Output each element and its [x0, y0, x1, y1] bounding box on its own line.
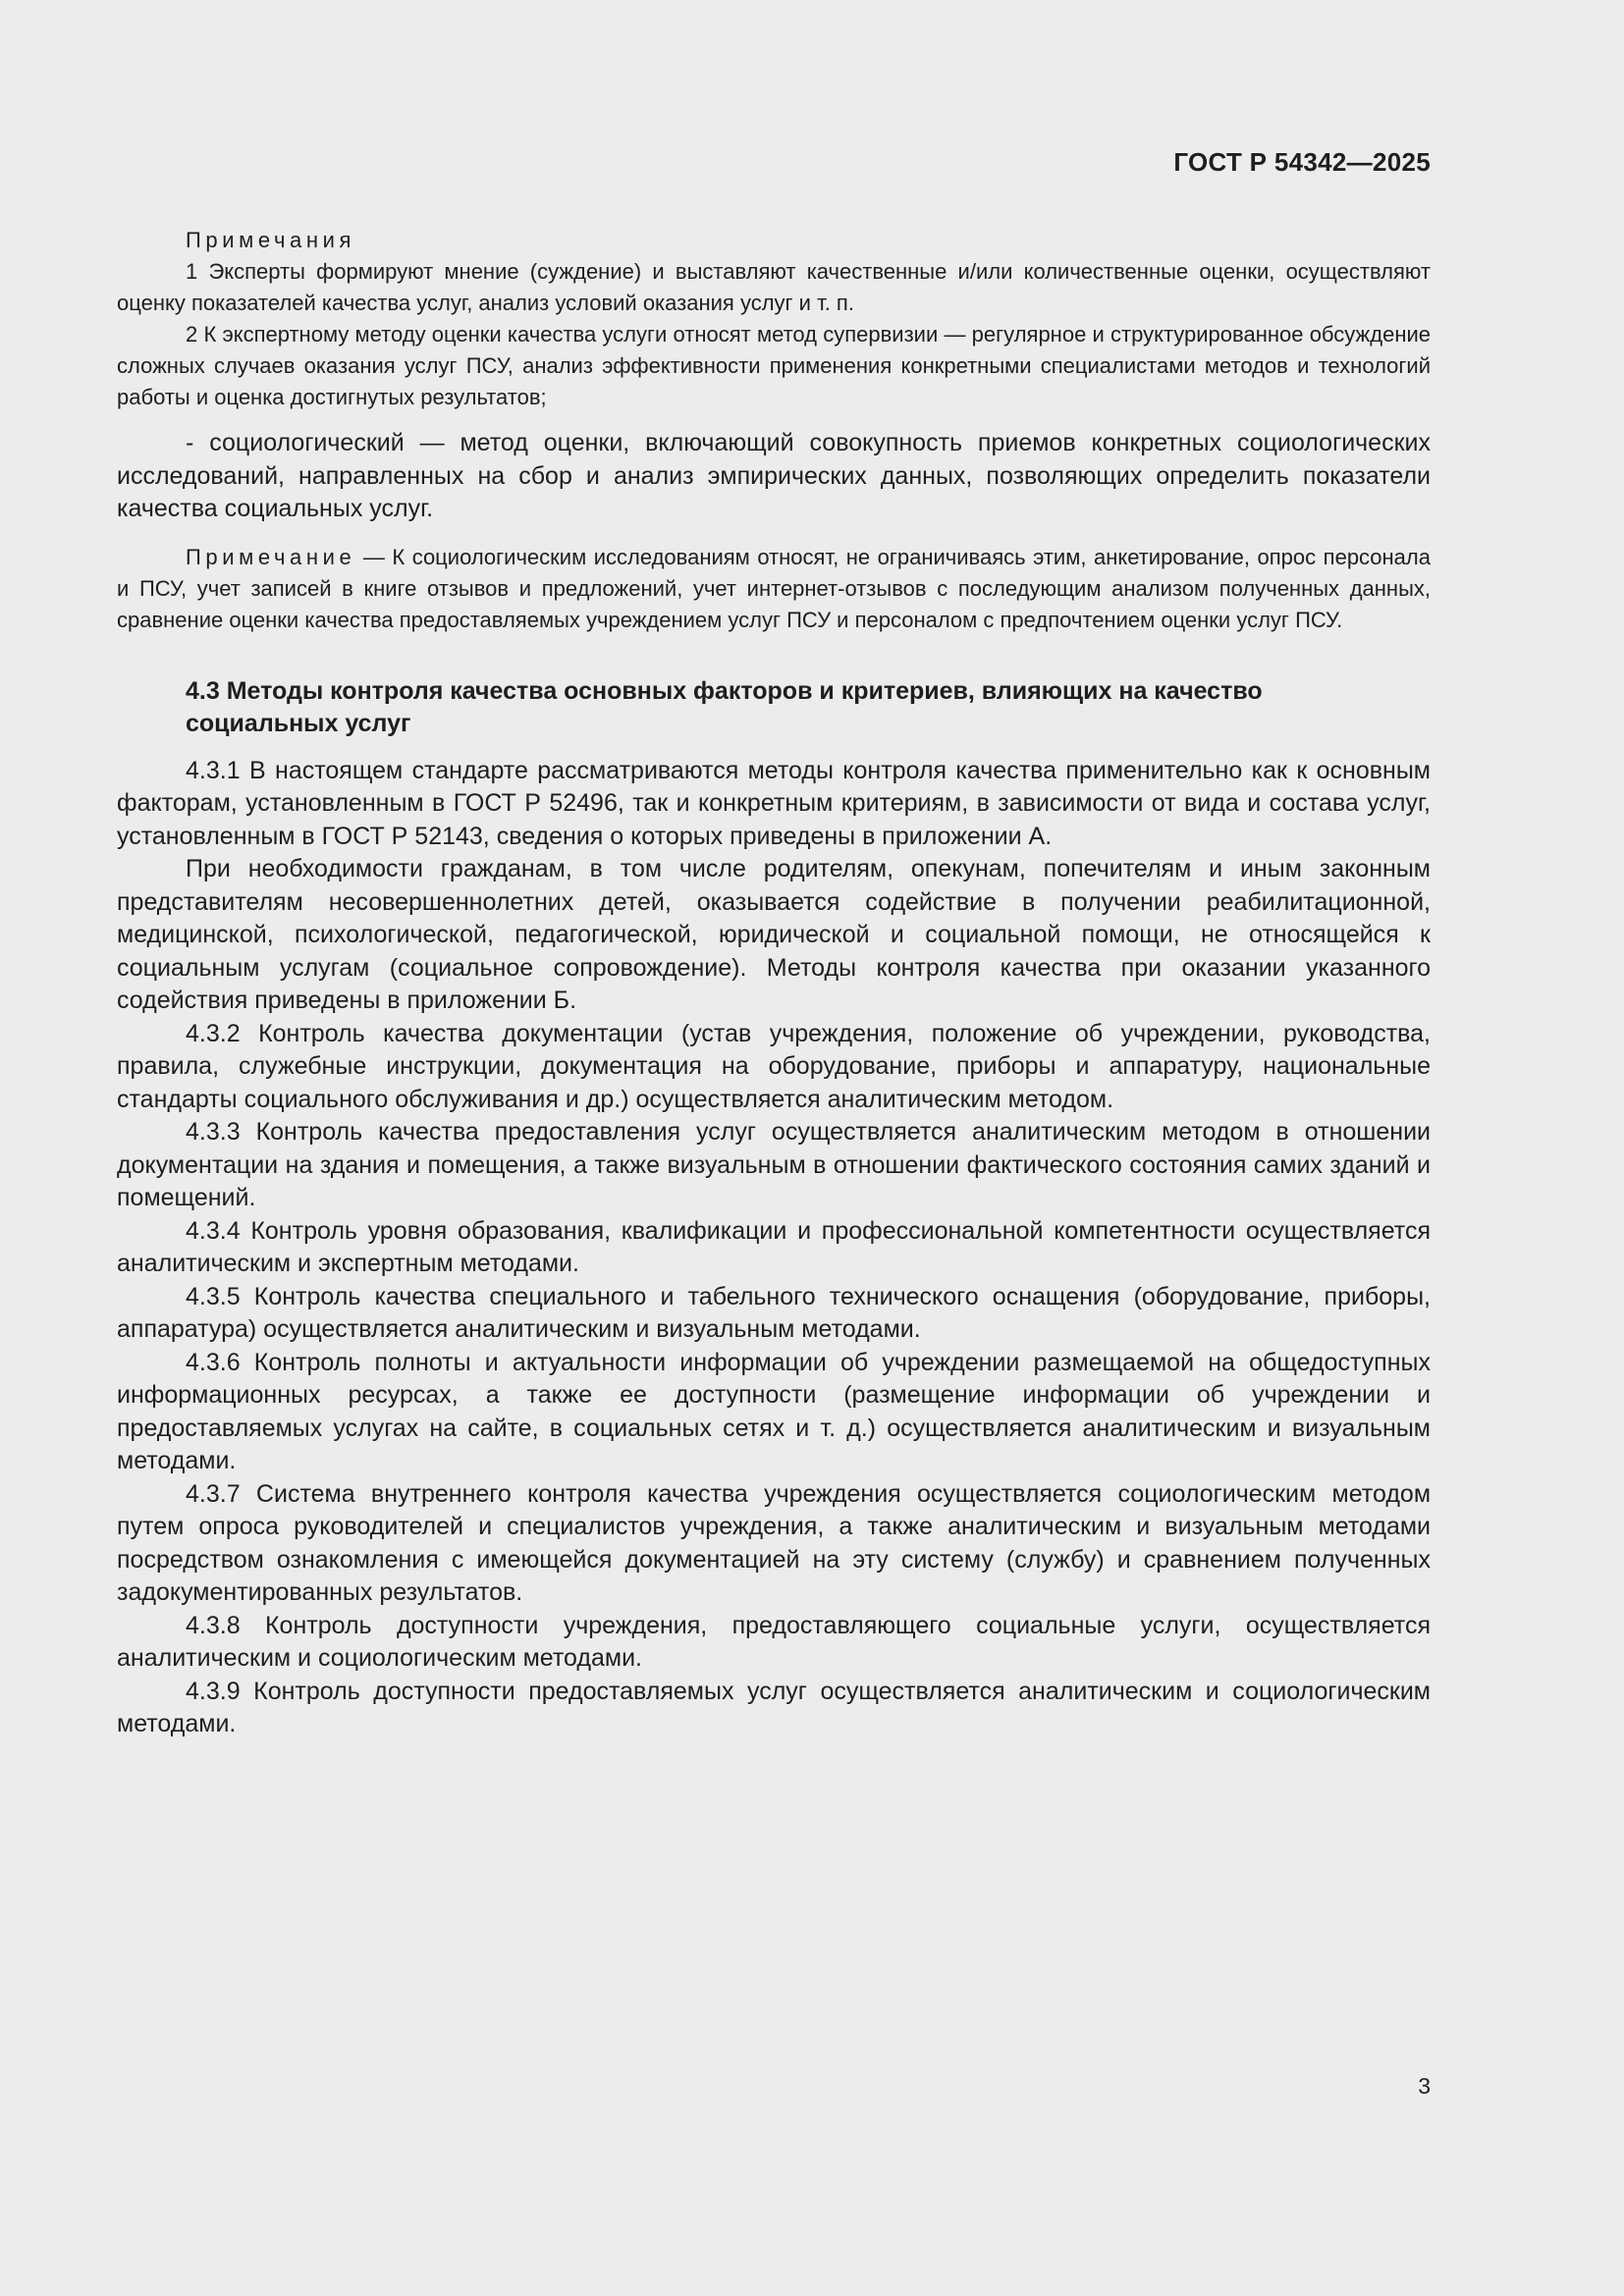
- paragraph-4-3-4: 4.3.4 Контроль уровня образования, квалификации и профессиональной компетентности осуществляется аналитическим и экспертным методами.: [117, 1216, 1431, 1277]
- paragraph-4-3-5: 4.3.5 Контроль качества специального и табельного технического оснащения (оборудование, приборы, аппаратура) осуществляется аналитическим и визуальным методами.: [117, 1282, 1431, 1343]
- spacer: [117, 636, 1431, 675]
- paragraph-4-3-2: 4.3.2 Контроль качества документации (устав учреждения, положение об учреждении, руководства, правила, служебные инструкции, документация на оборудование, приборы и аппаратуру, национальные стандарты социального обслуживания и др.) осуществляется аналитическим методом.: [117, 1019, 1431, 1113]
- document-code-header: ГОСТ Р 54342—2025: [1173, 147, 1431, 177]
- spacer: [117, 740, 1431, 755]
- note-item-1: 1 Эксперты формируют мнение (суждение) и выставляют качественные и/или количественные оценки, осуществляют оценку показателей качества услуг, анализ условий оказания услуг и т. п.: [117, 259, 1431, 315]
- paragraph-4-3-6: 4.3.6 Контроль полноты и актуальности информации об учреждении размещаемой на общедоступных информационных ресурсах, а также ее доступности (размещение информации об учреждении и предоставляемых услугах на сайте, в социальных сетях и т. д.) осуществляется аналитическим и визуальным методами.: [117, 1348, 1431, 1474]
- paragraph-4-3-1: 4.3.1 В настоящем стандарте рассматриваются методы контроля качества применительно как к основным факторам, установленным в ГОСТ Р 52496, так и конкретным критериям, в зависимости от вида и состава услуг, установленным в ГОСТ Р 52143, сведения о которых приведены в приложении А.: [117, 756, 1431, 850]
- paragraph-4-3-7: 4.3.7 Система внутреннего контроля качества учреждения осуществляется социологическим методом путем опроса руководителей и специалистов учреждения, а также аналитическим и визуальным методами посредством ознакомления с имеющейся документацией на эту систему (службу) и сравнением полученных задокументированных результатов.: [117, 1479, 1431, 1606]
- paragraph-4-3-9: 4.3.9 Контроль доступности предоставляемых услуг осуществляется аналитическим и социологическим методами.: [117, 1677, 1431, 1737]
- spacer: [117, 413, 1431, 427]
- page-content: [117, 224, 1431, 1741]
- paragraph-4-3-8: 4.3.8 Контроль доступности учреждения, предоставляющего социальные услуги, осуществляется аналитическим и социологическим методами.: [117, 1611, 1431, 1672]
- page-number: 3: [1418, 2073, 1431, 2099]
- note-label: Примечание: [186, 544, 356, 569]
- note-text: — К социологическим исследованиям относят, не ограничиваясь этим, анкетирование, опрос персонала и ПСУ, учет записей в книге отзывов и предложений, учет интернет-отзывов с последующим анализом полученных данных, сравнение оценки качества предоставляемых учреждением услуг ПСУ и персоналом с предпочтением оценки услуг ПСУ.: [117, 544, 1431, 632]
- notes-title: Примечания: [186, 228, 356, 252]
- sociological-note: [117, 542, 1431, 636]
- note-item-2: 2 К экспертному методу оценки качества услуги относят метод супервизии — регулярное и структурированное обсуждение сложных случаев оказания услуг ПСУ, анализ эффективности применения конкретными специалистами методов и технологий работы и оценка достигнутых результатов;: [117, 322, 1431, 409]
- sociological-method-paragraph: - социологический — метод оценки, включающий совокупность приемов конкретных социологических исследований, направленных на сбор и анализ эмпирических данных, позволяющих определить показатели качества социальных услуг.: [117, 429, 1431, 522]
- spacer: [117, 526, 1431, 542]
- paragraph-social-support: При необходимости гражданам, в том числе родителям, опекунам, попечителям и иным законным представителям несовершеннолетних детей, оказывается содействие в получении реабилитационной, медицинской, психологической, педагогической, юридической и социальной помощи, не относящейся к социальным услугам (социальное сопровождение). Методы контроля качества при оказании указанного содействия приведены в приложении Б.: [117, 855, 1431, 1014]
- paragraph-4-3-3: 4.3.3 Контроль качества предоставления услуг осуществляется аналитическим методом в отношении документации на здания и помещения, а также визуальным в отношении фактического состояния самих зданий и помещений.: [117, 1118, 1431, 1211]
- section-heading-4-3: 4.3 Методы контроля качества основных факторов и критериев, влияющих на качество социальных услуг: [186, 676, 1263, 737]
